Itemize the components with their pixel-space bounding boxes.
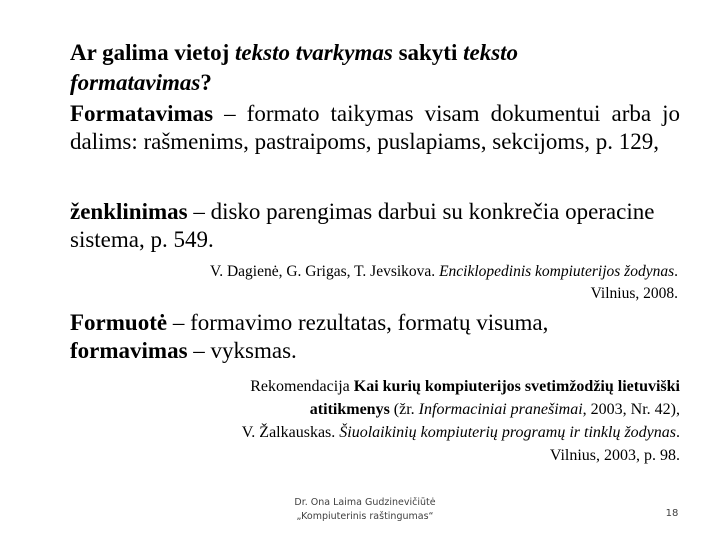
- citation-punct: .: [676, 424, 680, 441]
- citation-ref-title: Informaciniai pranešimai: [418, 401, 583, 418]
- definition-zenklinimas: [70, 198, 680, 254]
- citation-place: Vilnius, 2003, p. 98.: [549, 447, 680, 464]
- citation-ref: , 2003, Nr. 42),: [582, 401, 680, 418]
- footer-course: „Kompiuterinis raštingumas“: [296, 511, 434, 522]
- footer: [255, 496, 475, 524]
- citation-authors: V. Dagienė, G. Grigas, T. Jevsikova.: [210, 263, 440, 280]
- question-text: [70, 38, 680, 98]
- definition-formuote: [70, 309, 680, 365]
- question-mark: ?: [200, 70, 212, 95]
- question-term-italic: teksto tvarkymas: [235, 40, 393, 65]
- page-number: 18: [665, 508, 679, 519]
- citation-title: Šiuolaikinių kompiuterių programų ir tinklų žodynas: [339, 424, 676, 441]
- definition-formatavimas: [70, 100, 680, 156]
- definition-term: Formatavimas: [70, 101, 214, 126]
- question-part: Ar galima vietoj: [70, 40, 236, 65]
- definition-text: – formato taikymas visam dokumentui arba jo dalims: rašmenims, pastraipoms, puslapiams, sekcijoms, p. 129,: [70, 101, 680, 154]
- citation-prefix: Rekomendacija: [250, 378, 354, 395]
- question-term-italic: formatavimas: [70, 70, 201, 95]
- citation-bold-title: atitikmenys: [309, 401, 390, 418]
- question-term-italic: teksto: [463, 40, 519, 65]
- definition-term: Formuotė: [70, 310, 168, 335]
- citation-bold-title: Kai kurių kompiuterijos svetimžodžių lietuviški: [353, 378, 680, 395]
- definition-text: – disko parengimas darbui su konkrečia operacine sistema, p. 549.: [70, 199, 655, 252]
- definition-term: formavimas: [70, 338, 188, 363]
- question-part: sakyti: [392, 40, 464, 65]
- citation-ref: (žr.: [389, 401, 419, 418]
- citation-punct: .: [674, 263, 678, 280]
- definition-text: – formavimo rezultatas, formatų visuma,: [167, 310, 549, 335]
- citation-title: Enciklopedinis kompiuterijos žodynas: [439, 263, 675, 280]
- definition-text: – vyksmas.: [187, 338, 297, 363]
- citation-place: Vilnius, 2008.: [590, 285, 678, 302]
- citation-dictionary: [100, 261, 678, 305]
- footer-author: Dr. Ona Laima Gudzinevičiūtė: [294, 497, 436, 508]
- citation-author: V. Žalkauskas.: [241, 424, 340, 441]
- definition-term: ženklinimas: [70, 199, 188, 224]
- citation-recommendation: [100, 375, 680, 467]
